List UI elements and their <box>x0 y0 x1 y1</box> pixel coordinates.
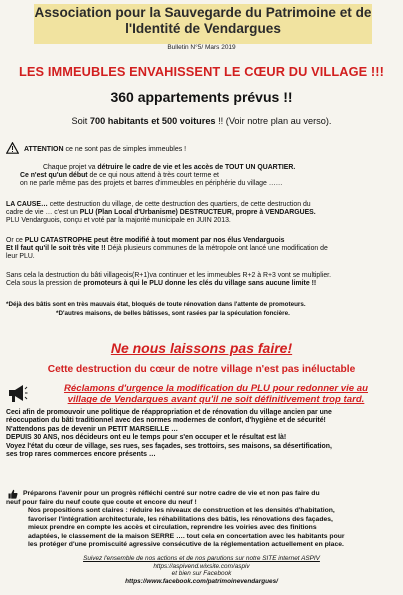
attention-line: ATTENTION ce ne sont pas de simples immeubles ! <box>24 146 187 153</box>
avenir-paragraph: Préparons l'avenir pour un progrès réfléchi centré sur notre cadre de vie et non pas faire du neuf pour faire du neuf coute que coute et encore du neuf ! Nos propositions sont claires : réduire les niveaux de construction et les densités d'habitation, favoriser l'intégration architecturale, les réhabilitations des bâtis, les rénovations des façades, mieux prendre en compte les accès et circulation, reprendre les voiries avec des finitions adaptées, le classement de la maison SERRE …. tout cela en concertation avec les habitants pour les protéger d'une promiscuité agressive consécutive de la réglementation actuellement en place. <box>6 490 345 548</box>
website-link[interactable]: https://aspivend.wixsite.com/aspiv <box>153 562 250 570</box>
urgence-callout: Réclamons d'urgence la modification du PLU pour redonner vie au village de Vendargues avant qu'il ne soit définitivement trop tard. <box>63 383 368 406</box>
association-title <box>34 5 372 37</box>
title-line-1: Association pour la Sauvegarde du Patrimoine et de <box>34 5 372 20</box>
bulletin-number: Bulletin N°5/ Mars 2019 <box>167 44 236 51</box>
facebook-link[interactable]: https://www.facebook.com/patrimoinevendargues/ <box>125 577 278 585</box>
sub-headline: 360 appartements prévus !! <box>110 89 293 105</box>
projet-paragraph: Chaque projet va détruire le cadre de vie et les accès de TOUT UN QUARTIER. Ce n'est qu'un début de ce qui nous attend à très court terme et on ne parle même pas des projets et barres d'immeubles en périphérie du village …… <box>20 164 296 188</box>
cause-paragraph: LA CAUSE… cette destruction du village, de cette destruction des quartiers, de cette destruction du cadre de vie … c'est un PLU (Plan Local d'Urbanisme) DESTRUCTEUR, propre à VENDARGUES. PLU Vendarguois, conçu et voté par la majorité municipale en JUIN 2013. <box>6 201 316 225</box>
notes-paragraph: *Déjà des bâtis sont en très mauvais état, bloqués de toute rénovation dans l'attente de promoteurs. *D'autres maisons, de belles bâtisses, sont rasées par la spéculation foncière. <box>6 301 306 317</box>
megaphone-icon <box>6 382 28 404</box>
sans-paragraph: Sans cela la destruction du bâti villageois(R+1)va continuer et les immeubles R+2 à R+3 vont se multiplier. Cela sous la pression de promoteurs à qui le PLU donne les clés du village sans aucune limite !! <box>6 272 331 288</box>
plu-paragraph: Or ce PLU CATASTROPHE peut être modifié à tout moment par nos élus Vendarguois Et Il faut qu'il le soit très vite !! Déjà plusieurs communes de la métropole ont lancé une modification de leur PLU. <box>6 237 328 261</box>
habitants-line: Soit 700 habitants et 500 voitures !! (Voir notre plan au verso). <box>71 116 332 126</box>
footer-text: Suivez l'ensemble de nos actions et de nos parutions sur notre SITE internet ASPIV https://aspivend.wixsite.com/aspiv et bien sur Facebook https://www.facebook.com/patrimoinevendargues/ <box>0 555 403 585</box>
politique-paragraph: Ceci afin de promouvoir une politique de réappropriation et de rénovation du village ancien par une réoccupation du bâti traditionnel avec des normes modernes de confort, d'hygiène et de sécurité! N'attendons pas de devenir un PETIT MARSEILLE … DEPUIS 30 ANS, nos décideurs ont eu le temps pour s'en occuper et le résultat est là! Voyez l'état du cœur de village, ses rues, ses façades, ses trottoirs, ses maisons, sa désertification, ses trop rares commerces encore présents … <box>6 409 332 459</box>
slogan: Ne nous laissons pas faire! <box>110 340 293 356</box>
not-inevitable-line: Cette destruction du cœur de notre village n'est pas inéluctable <box>47 364 356 375</box>
main-headline: LES IMMEUBLES ENVAHISSENT LE CŒUR DU VILLAGE !!! <box>18 64 385 79</box>
title-line-2: l'Identité de Vendargues <box>125 21 281 36</box>
warning-triangle-icon <box>6 142 19 154</box>
